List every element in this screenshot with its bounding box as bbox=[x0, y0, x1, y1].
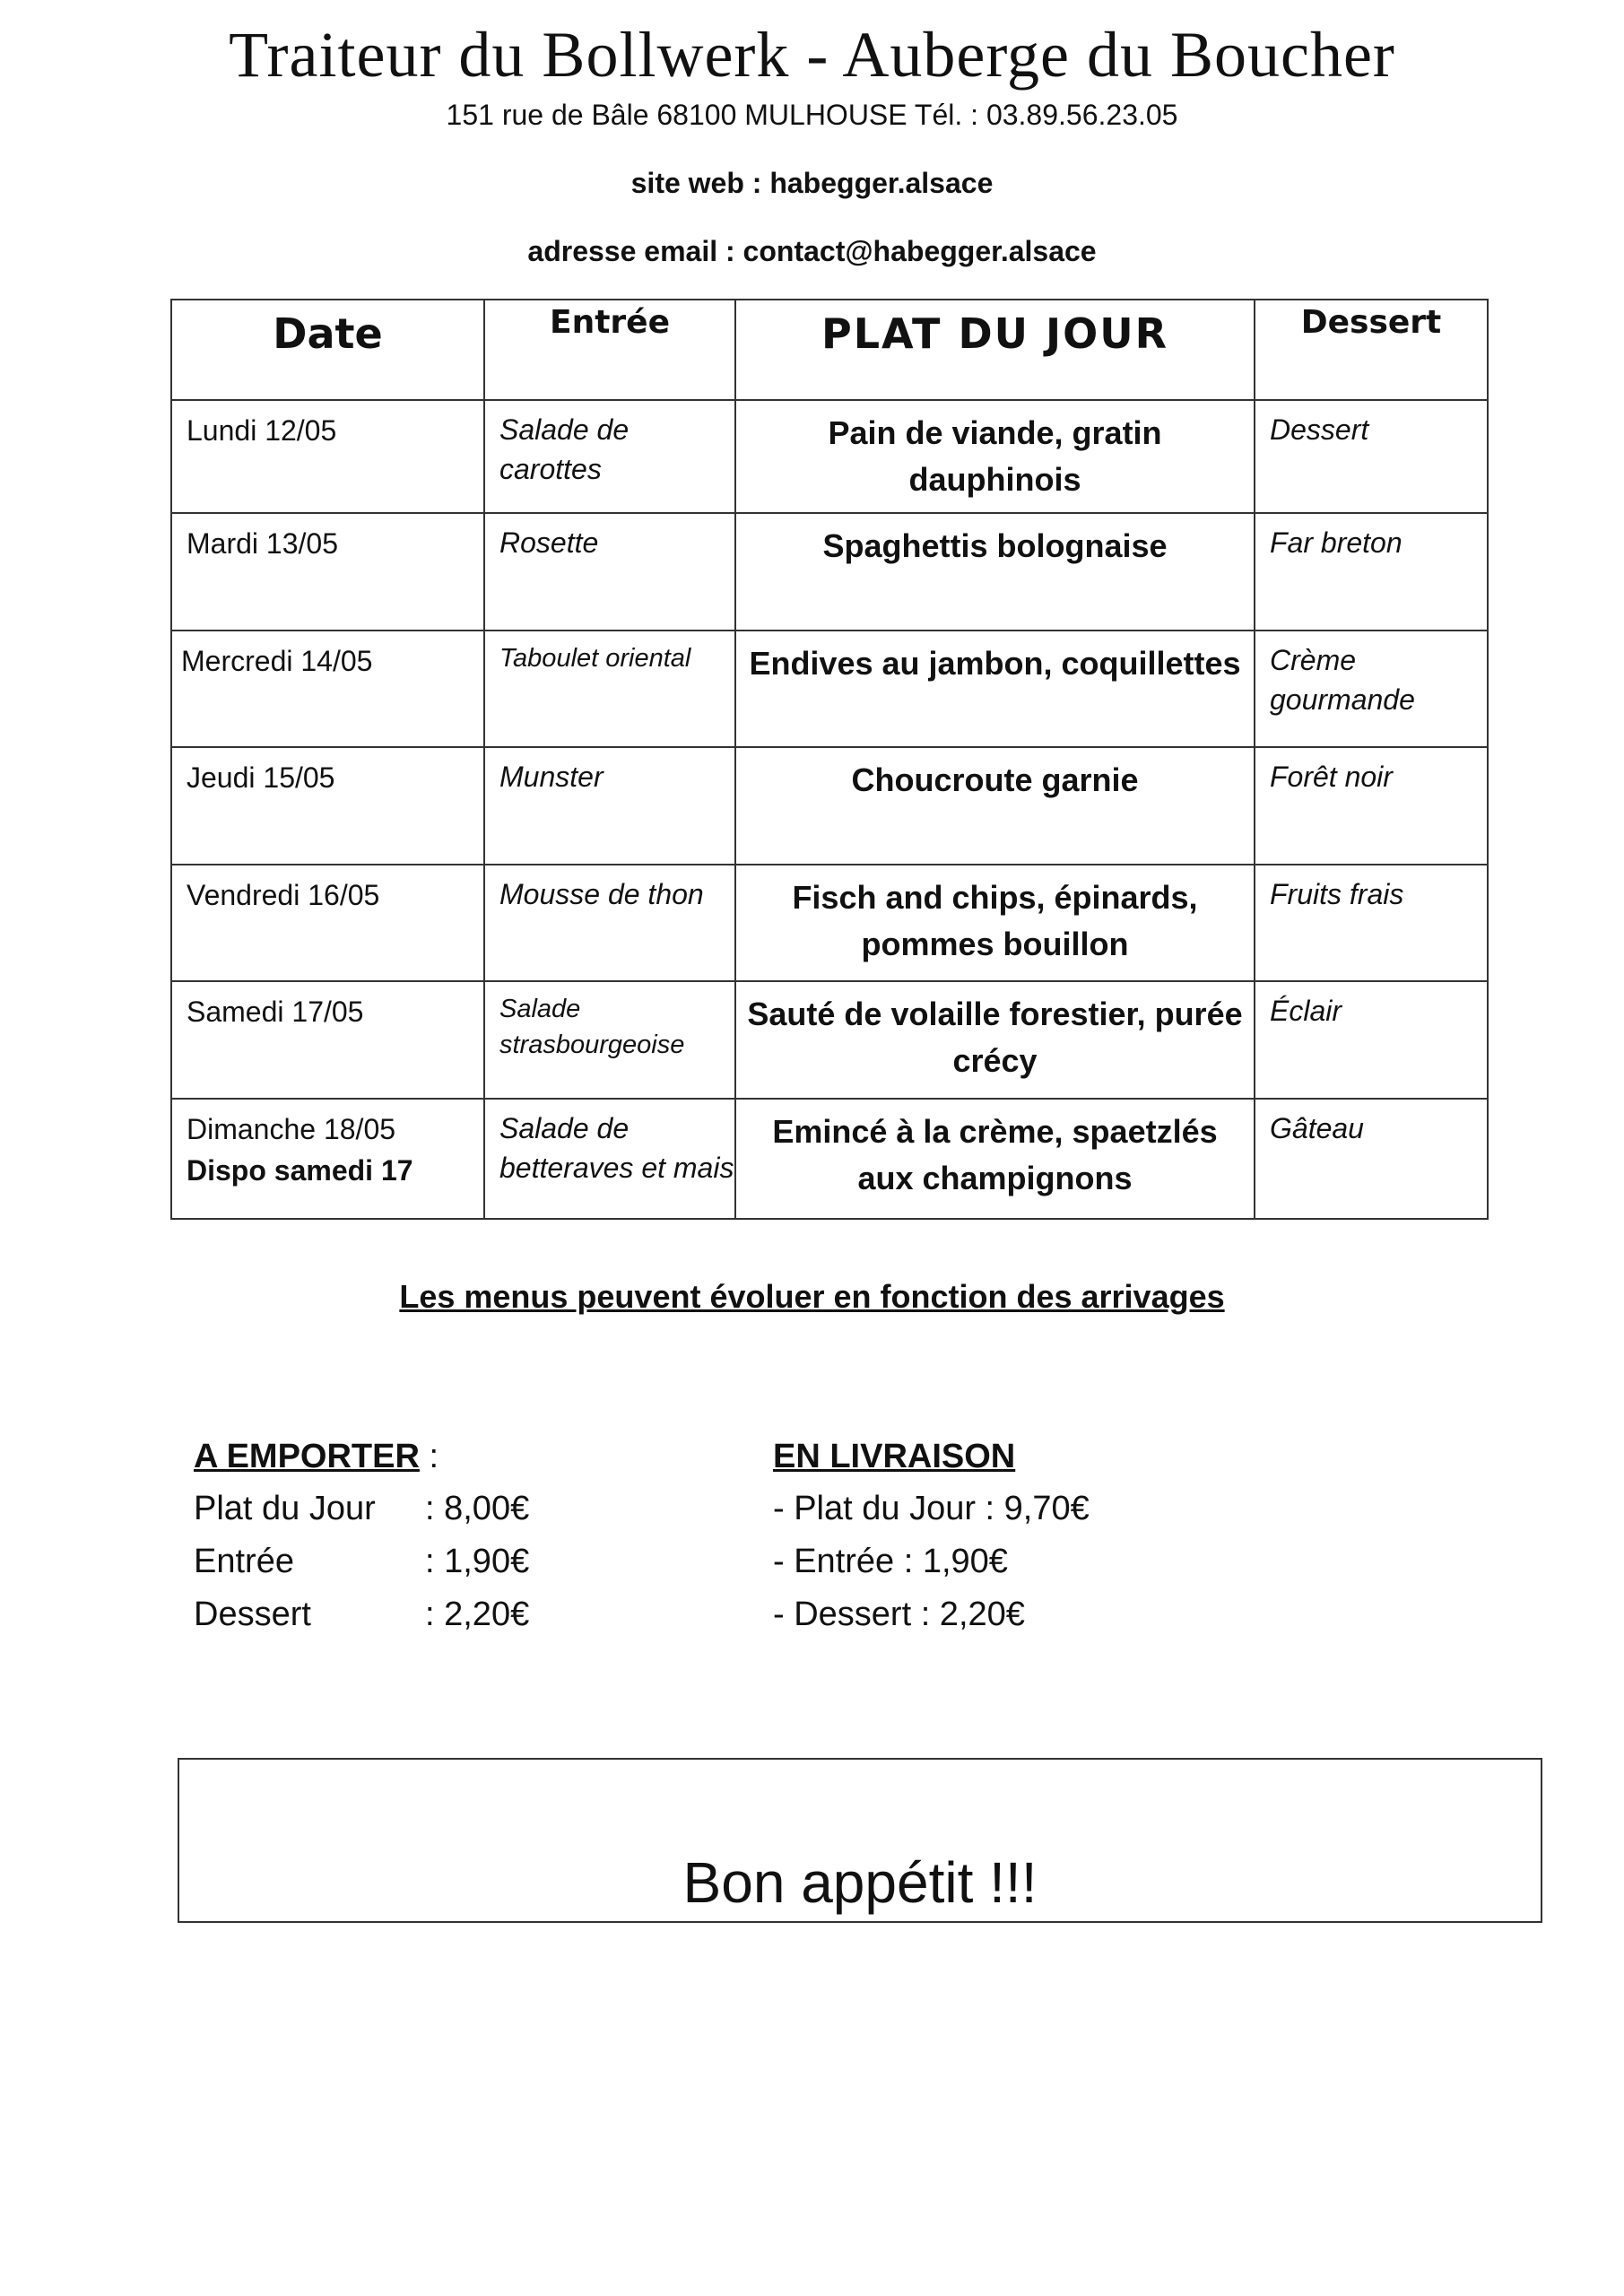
menu-notice bbox=[0, 1278, 1624, 1316]
cell-entree: Salade de betteraves et mais bbox=[484, 1099, 735, 1219]
cell-dessert: Dessert bbox=[1255, 400, 1488, 513]
table-row bbox=[171, 631, 1488, 747]
date-text: Vendredi 16/05 bbox=[187, 879, 380, 911]
cell-dessert: Fruits frais bbox=[1255, 865, 1488, 981]
cell-dessert: Far breton bbox=[1255, 513, 1488, 631]
cell-dessert: Forêt noir bbox=[1255, 747, 1488, 865]
cell-plat: Pain de viande, gratin dauphinois bbox=[735, 400, 1255, 513]
cell-plat: Sauté de volaille forestier, purée crécy bbox=[735, 981, 1255, 1099]
livraison-title bbox=[773, 1438, 1015, 1476]
cell-entree: Mousse de thon bbox=[484, 865, 735, 981]
closing-text: Bon appétit !!! bbox=[682, 1850, 1038, 1915]
date-text: Mardi 13/05 bbox=[187, 527, 338, 560]
cell-date bbox=[171, 747, 484, 865]
emporter-entree-price: : 1,90€ bbox=[425, 1543, 530, 1580]
table-row bbox=[171, 981, 1488, 1099]
date-text: Dimanche 18/05 bbox=[187, 1113, 396, 1145]
cell-entree: Salade de carottes bbox=[484, 400, 735, 513]
page-title: Traiteur du Bollwerk - Auberge du Boucher bbox=[229, 19, 1395, 91]
emporter-title-text: A EMPORTER bbox=[194, 1438, 420, 1475]
table-row bbox=[171, 400, 1488, 513]
cell-entree: Salade strasbourgeoise bbox=[484, 981, 735, 1099]
cell-plat: Endives au jambon, coquillettes bbox=[735, 631, 1255, 747]
cell-plat: Choucroute garnie bbox=[735, 747, 1255, 865]
livraison-plat: - Plat du Jour : 9,70€ bbox=[773, 1490, 1090, 1527]
livraison-entree: - Entrée : 1,90€ bbox=[773, 1543, 1008, 1580]
cell-date bbox=[171, 981, 484, 1099]
cell-dessert: Crème gourmande bbox=[1255, 631, 1488, 747]
date-text: Lundi 12/05 bbox=[187, 414, 337, 447]
cell-date bbox=[171, 400, 484, 513]
cell-dessert: Gâteau bbox=[1255, 1099, 1488, 1219]
cell-date bbox=[171, 1099, 484, 1219]
website-line: site web : habegger.alsace bbox=[630, 167, 994, 199]
menu-notice-text: Les menus peuvent évoluer en fonction des arrivages bbox=[399, 1278, 1225, 1315]
table-row bbox=[171, 747, 1488, 865]
table-row bbox=[171, 513, 1488, 631]
cell-entree: Rosette bbox=[484, 513, 735, 631]
table-row bbox=[171, 1099, 1488, 1219]
emporter-dessert-price: : 2,20€ bbox=[425, 1596, 530, 1633]
emporter-title bbox=[194, 1438, 439, 1476]
cell-plat: Fisch and chips, épinards, pommes bouillon bbox=[735, 865, 1255, 981]
email-line: adresse email : contact@habegger.alsace bbox=[527, 235, 1097, 267]
date-text: Samedi 17/05 bbox=[187, 996, 364, 1028]
header-entree: Entrée bbox=[484, 300, 735, 400]
table-row bbox=[171, 865, 1488, 981]
header-plat-du-jour: PLAT DU JOUR bbox=[735, 300, 1255, 400]
cell-plat: Spaghettis bolognaise bbox=[735, 513, 1255, 631]
cell-date bbox=[171, 513, 484, 631]
emporter-dessert-label: Dessert bbox=[194, 1596, 311, 1633]
livraison-title-text: EN LIVRAISON bbox=[773, 1438, 1016, 1475]
cell-date bbox=[171, 631, 484, 747]
table-header-row bbox=[171, 300, 1488, 400]
closing-box bbox=[178, 1758, 1542, 1923]
cell-dessert: Éclair bbox=[1255, 981, 1488, 1099]
livraison-dessert: - Dessert : 2,20€ bbox=[773, 1596, 1025, 1633]
emporter-plat-label: Plat du Jour bbox=[194, 1490, 376, 1527]
header-date: Date bbox=[171, 300, 484, 400]
emporter-title-suffix: : bbox=[419, 1438, 439, 1475]
menu-table bbox=[170, 299, 1489, 1220]
date-text: Mercredi 14/05 bbox=[181, 645, 373, 677]
cell-plat: Emincé à la crème, spaetzlés aux champignons bbox=[735, 1099, 1255, 1219]
cell-date bbox=[171, 865, 484, 981]
date-text: Jeudi 15/05 bbox=[187, 761, 335, 794]
emporter-plat-price: : 8,00€ bbox=[425, 1490, 530, 1527]
header-dessert: Dessert bbox=[1255, 300, 1488, 400]
emporter-entree-label: Entrée bbox=[194, 1543, 294, 1580]
address-line: 151 rue de Bâle 68100 MULHOUSE Tél. : 03.89.56.23.05 bbox=[446, 99, 1178, 131]
cell-entree: Taboulet oriental bbox=[484, 631, 735, 747]
date-note: Dispo samedi 17 bbox=[187, 1154, 413, 1187]
cell-entree: Munster bbox=[484, 747, 735, 865]
